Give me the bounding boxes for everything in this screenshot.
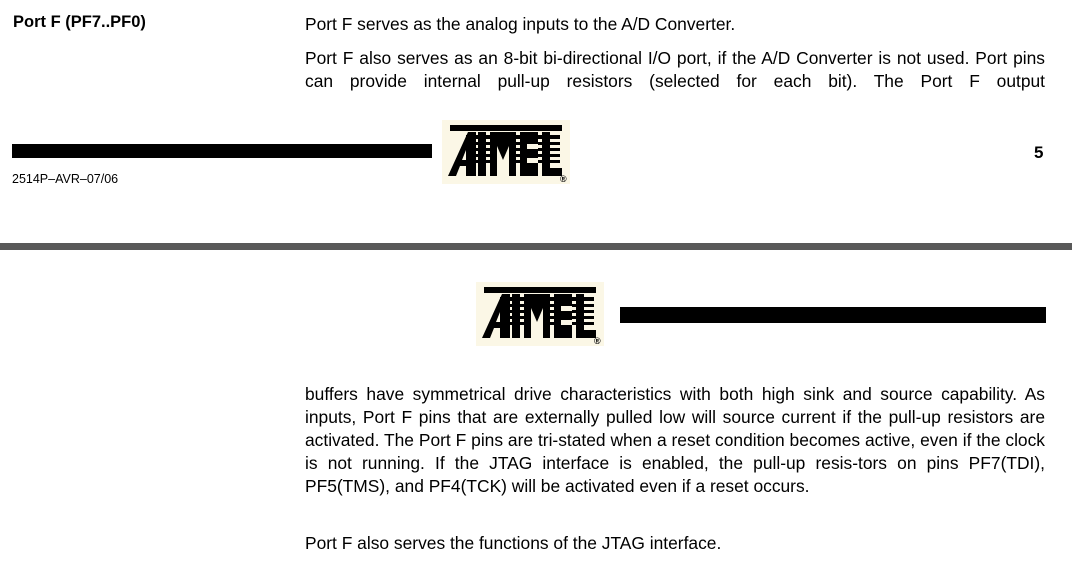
atmel-logo-graphic: [442, 120, 570, 184]
paragraph-analog-inputs: Port F serves as the analog inputs to the A/D Converter.: [305, 14, 736, 34]
paragraph-io-port: Port F also serves as an 8-bit bi-directional I/O port, if the A/D Converter is not used. Port pins can provide internal pull-up resistors (selected for each bit). The Port F output: [305, 48, 1045, 91]
header-rule: [620, 307, 1046, 323]
footer-rule: [12, 144, 432, 158]
paragraph-jtag-functions: Port F also serves the functions of the JTAG interface.: [305, 533, 722, 553]
atmel-logo: [442, 120, 570, 184]
page-separator: [0, 243, 1072, 250]
registered-mark: ®: [560, 174, 567, 184]
section-label: Port F (PF7..PF0): [13, 13, 146, 31]
document-id: 2514P–AVR–07/06: [12, 172, 119, 186]
page-number: 5: [1034, 143, 1044, 162]
atmel-logo-graphic: [476, 282, 604, 346]
registered-mark: ®: [594, 336, 601, 346]
paragraph-drive-characteristics: buffers have symmetrical drive characteristics with both high sink and source capability. As inputs, Port F pins that are externally pulled low will source current if the pull-up resistors are activated. The Port F pins are tri-stated when a reset condition becomes active, even if the clock is not running. If the JTAG interface is enabled, the pull-up resis-tors on pins PF7(TDI), PF5(TMS), and PF4(TCK) will be activated even if a reset occurs.: [305, 384, 1045, 496]
atmel-logo: [476, 282, 604, 346]
